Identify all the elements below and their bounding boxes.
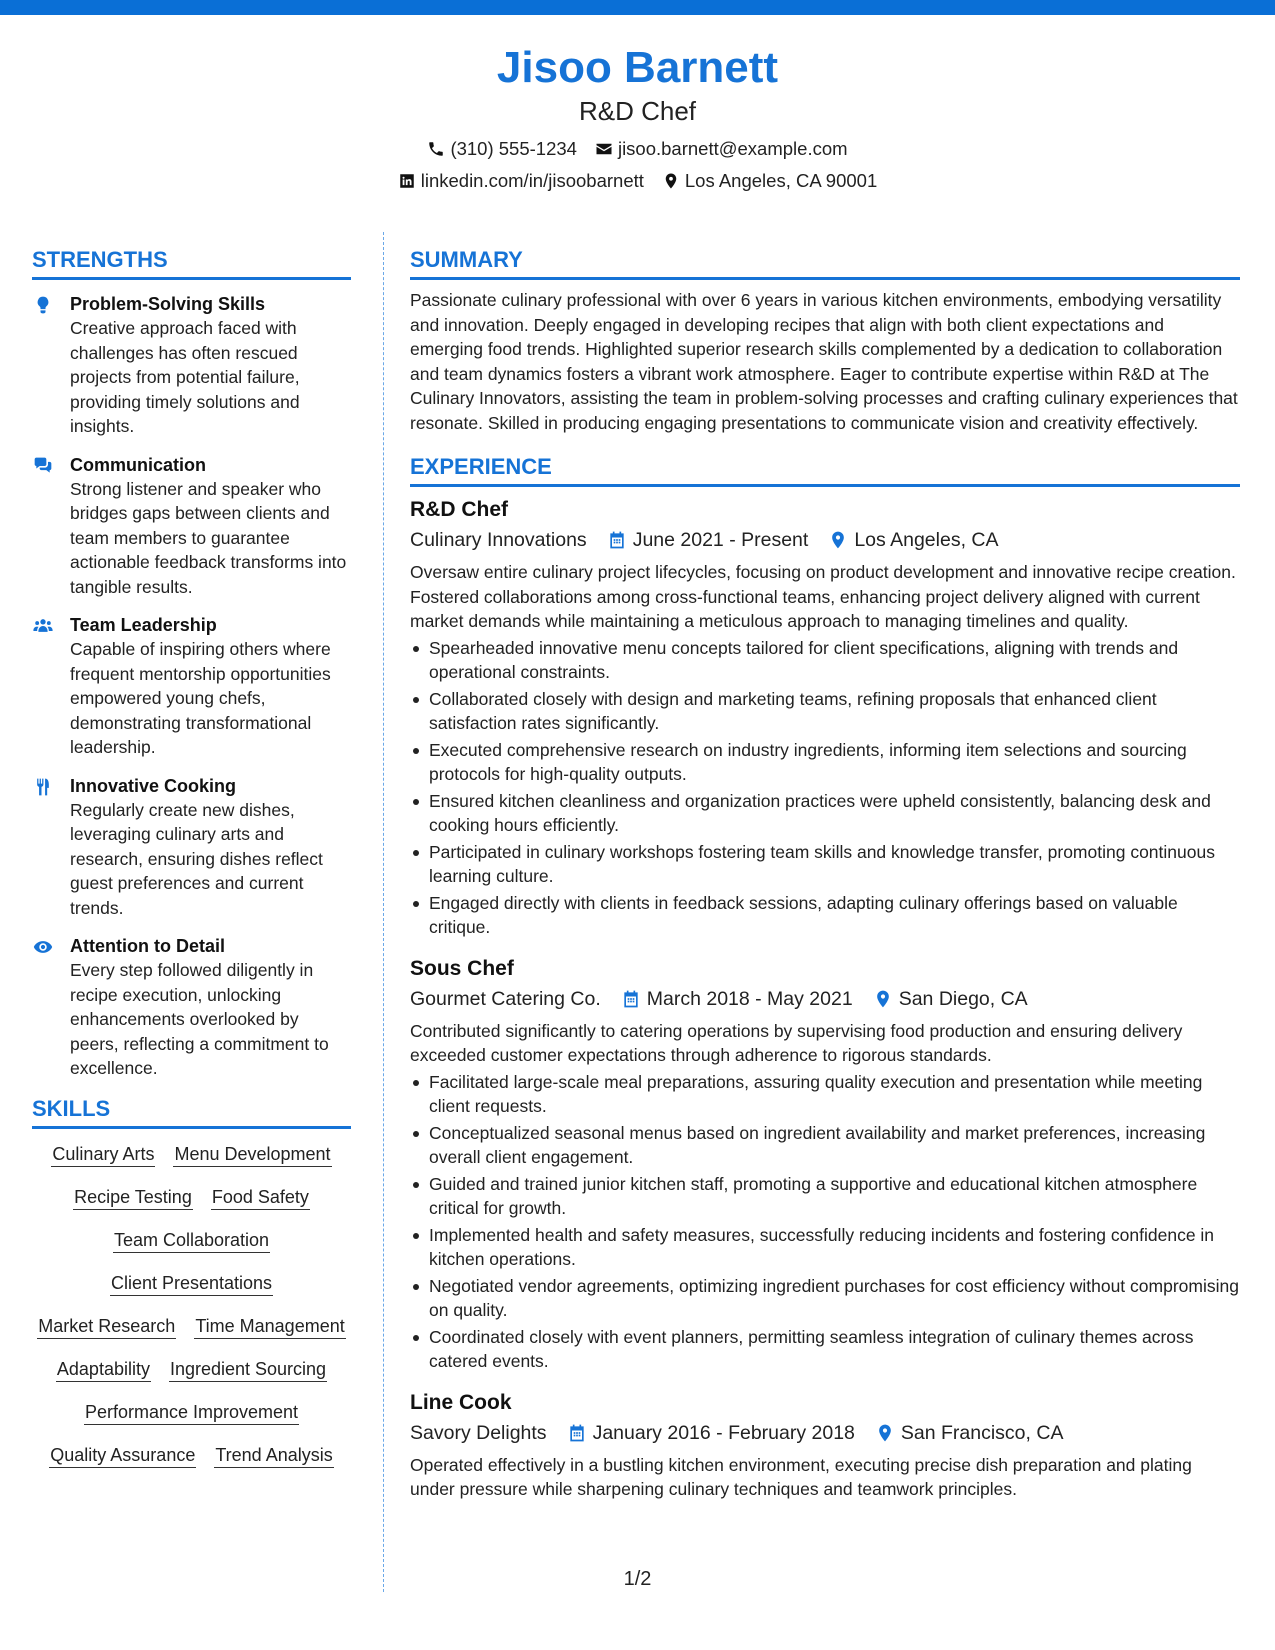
job-dates: January 2016 - February 2018 [592, 1421, 855, 1444]
skill-tag: Performance Improvement [84, 1401, 299, 1425]
contact-row-1 [0, 138, 1275, 160]
job-bullet: Participated in culinary workshops fostering team skills and knowledge transfer, promoting continuous learning culture. [410, 840, 1240, 889]
skill-tag: Culinary Arts [51, 1143, 155, 1167]
job-dates: June 2021 - Present [632, 529, 809, 551]
map-marker-icon [875, 1423, 895, 1443]
candidate-title: R&D Chef [578, 96, 697, 126]
linkedin-icon [398, 172, 416, 190]
skills-heading: SKILLS [32, 1095, 351, 1129]
job-bullet: Negotiated vendor agreements, optimizing ingredient purchases for cost efficiency without compromising on quality. [410, 1274, 1240, 1323]
contact-row-2 [0, 170, 1275, 192]
job-meta [410, 526, 1240, 554]
phone-icon [427, 140, 445, 158]
right-column [410, 246, 1240, 1502]
job-company: Savory Delights [410, 1421, 547, 1444]
job-company: Culinary Innovations [410, 529, 587, 551]
email-text: jisoo.barnett@example.com [617, 138, 848, 159]
skill-tag: Recipe Testing [73, 1186, 193, 1210]
skills-list [32, 1143, 351, 1468]
job-bullet: Coordinated closely with event planners, permitting seamless integration of culinary themes across catered events. [410, 1325, 1240, 1374]
job-bullet: Executed comprehensive research on industry ingredients, informing item selections and sourcing protocols for high-quality outputs. [410, 738, 1240, 787]
job-bullet: Conceptualized seasonal menus based on ingredient availability and market preferences, increasing overall client engagement. [410, 1121, 1240, 1170]
left-column [32, 246, 351, 1468]
summary-text: Passionate culinary professional with over 6 years in various kitchen environments, embodying versatility and innovation. Deeply engaged in developing recipes that align with both client expectations and emerging food trends. Highlighted superior research skills complemented by a dedication to collaboration and team dynamics fosters a vibrant work atmosphere. Eager to contribute expertise within R&D at The Culinary Innovators, assisting the team in problem-solving processes and crafting culinary experiences that resonate. Skilled in producing engaging presentations to communicate vision and creativity effectively. [410, 290, 1238, 433]
resume-header [0, 40, 1275, 192]
skill-tag: Team Collaboration [113, 1229, 270, 1253]
job-description: Contributed significantly to catering operations by supervising food production and ensuring delivery exceeded customer expectations through adherence to rigorous standards. [410, 1020, 1183, 1065]
calendar-icon [621, 989, 641, 1009]
skill-tag: Food Safety [211, 1186, 310, 1210]
strength-item [32, 453, 351, 600]
job-role: Sous Chef [410, 956, 514, 980]
linkedin-text: linkedin.com/in/jisoobarnett [420, 170, 644, 191]
job-bullet: Engaged directly with clients in feedback sessions, adapting culinary offerings based on valuable critique. [410, 891, 1240, 940]
strength-item [32, 774, 351, 921]
job-meta [410, 985, 1240, 1013]
linkedin-contact[interactable] [398, 170, 644, 192]
envelope-icon [595, 140, 613, 158]
top-accent-bar [0, 0, 1275, 15]
skill-tag: Menu Development [173, 1143, 331, 1167]
job-dates: March 2018 - May 2021 [646, 987, 853, 1010]
map-marker-icon [662, 172, 680, 190]
page-number: 1/2 [623, 1568, 652, 1590]
job-description: Oversaw entire culinary project lifecycles, focusing on product development and innovative recipe creation. Fostered collaborations among cross-functional teams, enhancing project delivery aligned with current market demands while maintaining a meticulous approach to managing timelines and quality. [410, 562, 1236, 631]
job-description: Operated effectively in a bustling kitchen environment, executing precise dish preparation and plating under pressure while sharpening culinary techniques and teamwork principles. [410, 1454, 1192, 1499]
strength-title: Team Leadership [70, 615, 217, 635]
phone-contact[interactable] [427, 138, 577, 160]
strength-item [32, 934, 351, 1081]
strength-text: Creative approach faced with challenges has often rescued projects from potential failure, providing timely solutions and insights. [70, 318, 300, 436]
skill-tag: Trend Analysis [214, 1444, 333, 1468]
utensils-icon [32, 777, 54, 797]
job-company: Gourmet Catering Co. [410, 987, 601, 1010]
strength-text: Every step followed diligently in recipe execution, unlocking enhancements overlooked by peers, reflecting a commitment to excellence. [70, 960, 329, 1078]
skill-tag: Quality Assurance [49, 1444, 196, 1468]
location-contact [662, 170, 877, 192]
job-bullet: Ensured kitchen cleanliness and organization practices were upheld consistently, balancing desk and cooking hours efficiently. [410, 789, 1240, 838]
job-bullet: Guided and trained junior kitchen staff, promoting a supportive and educational kitchen atmosphere critical for growth. [410, 1172, 1240, 1221]
job-role: R&D Chef [410, 498, 508, 521]
experience-entry [410, 1388, 1240, 1502]
strengths-list [32, 292, 351, 1081]
job-bullet: Collaborated closely with design and marketing teams, refining proposals that enhanced client satisfaction rates significantly. [410, 687, 1240, 736]
strength-text: Capable of inspiring others where frequent mentorship opportunities empowered young chefs, demonstrating transformational leadership. [70, 639, 331, 757]
experience-entry [410, 954, 1240, 1374]
candidate-name: Jisoo Barnett [496, 43, 779, 92]
strength-text: Regularly create new dishes, leveraging culinary arts and research, ensuring dishes reflect guest preferences and current trends. [70, 799, 323, 918]
job-bullet: Facilitated large-scale meal preparations, assuring quality execution and presentation while meeting client requests. [410, 1070, 1240, 1119]
skill-tag: Adaptability [56, 1358, 151, 1382]
experience-entry [410, 495, 1240, 940]
calendar-icon [567, 1423, 587, 1443]
comments-icon [32, 456, 54, 476]
job-location: San Francisco, CA [900, 1421, 1064, 1444]
phone-text: (310) 555-1234 [450, 138, 577, 159]
job-meta [410, 1419, 1240, 1447]
experience-heading: EXPERIENCE [410, 453, 1240, 487]
job-bullet: Spearheaded innovative menu concepts tailored for client specifications, aligning with trends and operational constraints. [410, 636, 1240, 685]
strength-title: Attention to Detail [70, 936, 225, 956]
strengths-heading: STRENGTHS [32, 246, 351, 280]
skill-tag: Market Research [37, 1315, 176, 1339]
job-role: Line Cook [410, 1390, 512, 1414]
users-icon [32, 616, 54, 636]
lightbulb-icon [32, 295, 54, 315]
calendar-icon [607, 530, 627, 550]
summary-heading: SUMMARY [410, 246, 1240, 280]
map-marker-icon [828, 530, 848, 550]
email-contact[interactable] [595, 138, 848, 160]
job-bullet: Implemented health and safety measures, successfully reducing incidents and fostering confidence in kitchen operations. [410, 1223, 1240, 1272]
strength-title: Innovative Cooking [70, 775, 237, 796]
strength-item [32, 292, 351, 439]
map-marker-icon [873, 989, 893, 1009]
job-location: San Diego, CA [898, 987, 1028, 1010]
eye-icon [32, 937, 54, 957]
job-bullets [410, 1070, 1240, 1374]
location-text: Los Angeles, CA 90001 [684, 170, 878, 191]
job-location: Los Angeles, CA [854, 529, 999, 551]
strength-text: Strong listener and speaker who bridges gaps between clients and team members to guarantee actionable feedback transforms into tangible results. [70, 478, 347, 597]
skill-tag: Client Presentations [110, 1272, 273, 1296]
strength-item [32, 613, 351, 760]
job-bullets [410, 636, 1240, 940]
skill-tag: Ingredient Sourcing [169, 1358, 327, 1382]
strength-title: Communication [70, 454, 207, 475]
column-divider [383, 232, 384, 1592]
strength-title: Problem-Solving Skills [70, 294, 266, 314]
skill-tag: Time Management [194, 1315, 345, 1339]
